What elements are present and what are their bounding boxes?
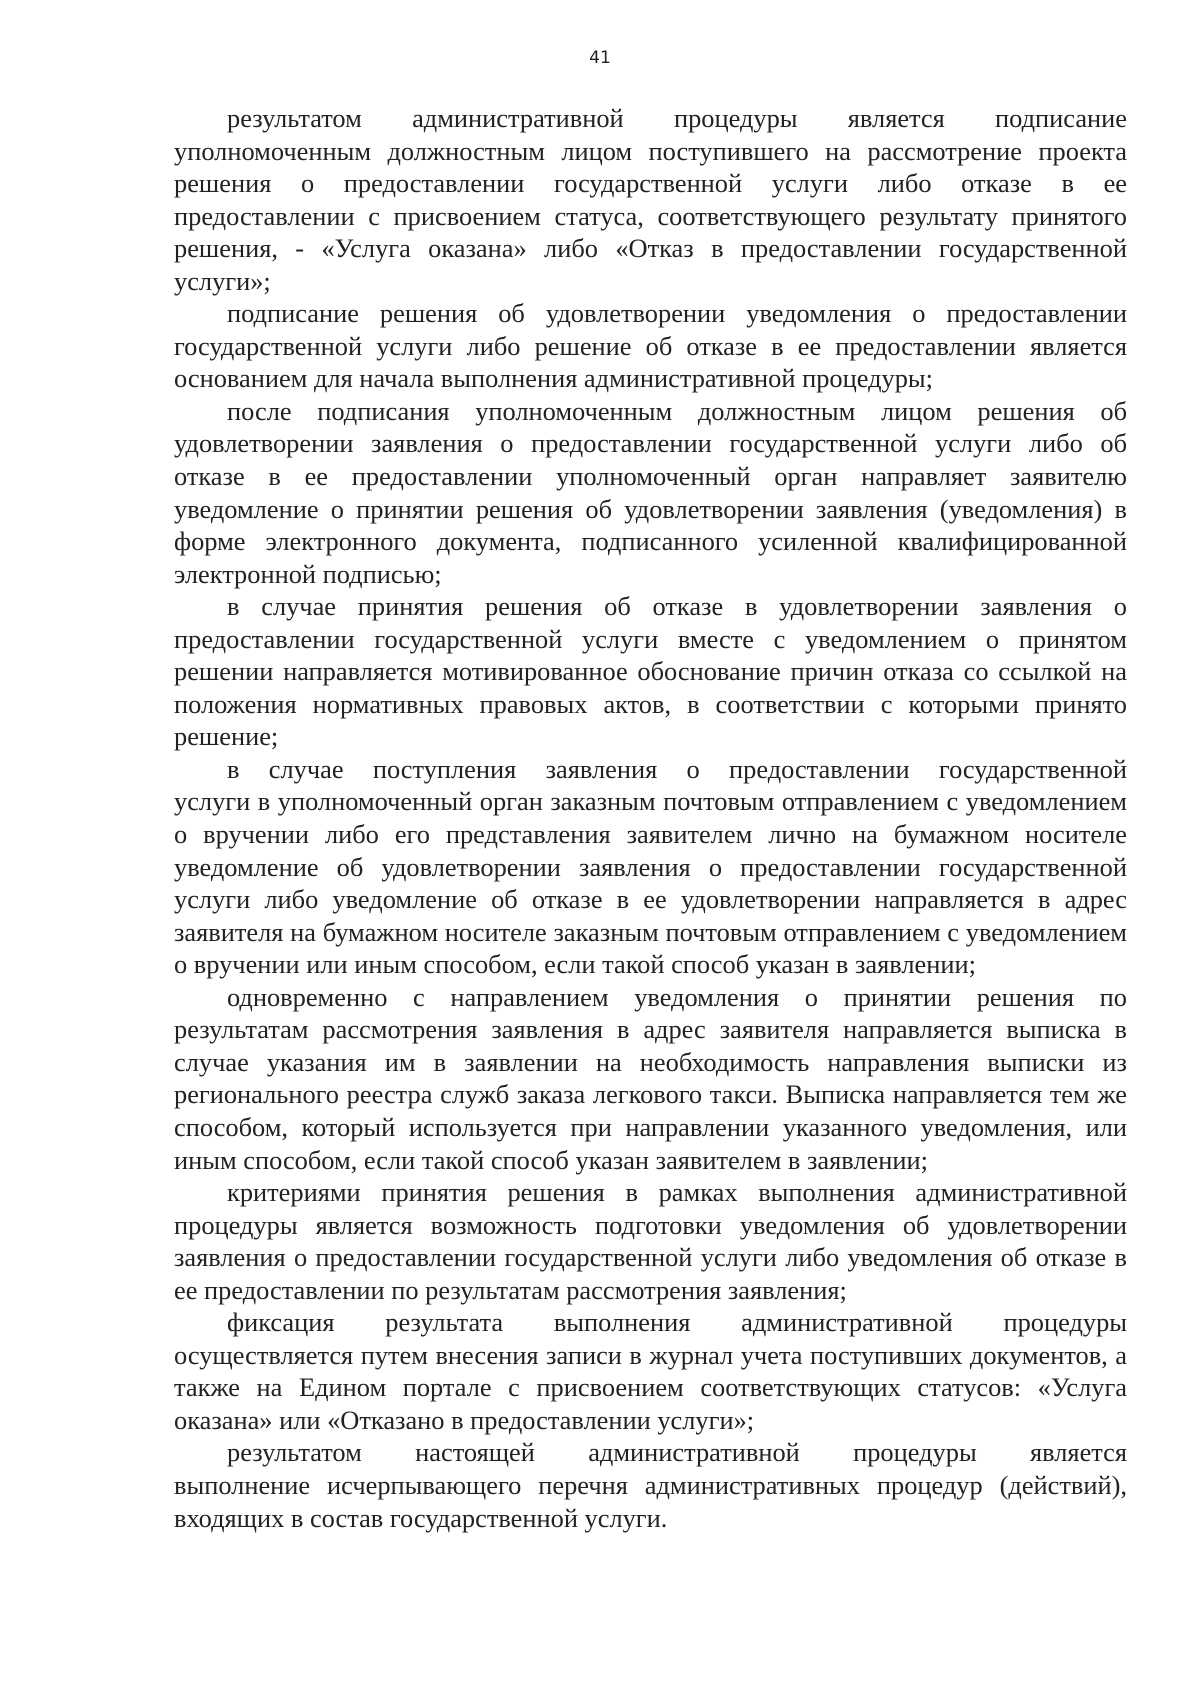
paragraph-5-text: услуги в уполномоченный орган заказным почтовым отправлением с уведомлением о вручении либо его представления заявителем лично на бумажном носителе уведомление об удовлетворении заявления о предоставлении государственной услуги либо уведомление об отказе в ее удовлетворении направляется в адрес заявителя на бумажном носителе заказным почтовым отправлением с уведомлением о вручении или иным способом, если такой способ указан в заявлении;	[174, 786, 1127, 980]
paragraph-4-text: предоставлении государственной услуги вместе с уведомлением о принятом решении направляется мотивированное обоснование причин отказа со ссылкой на положения нормативных правовых актов, в соответствии с которыми принято решение;	[174, 623, 1127, 752]
paragraph-1-text: уполномоченным должностным лицом поступившего на рассмотрение проекта решения о предоставлении государственной услуги либо отказе в ее предоставлении с присвоением статуса, соответствующего результату принятого решения, - «Услуга оказана» либо «Отказ в предоставлении государственной услуги»;	[174, 135, 1127, 296]
paragraph-5-first-line: в случае поступления заявления о предоставлении государственной	[227, 753, 1127, 784]
paragraph-7-first-line: критериями принятия решения в рамках выполнения административной	[227, 1177, 1127, 1208]
paragraph-7	[174, 1176, 1127, 1306]
paragraph-2	[174, 297, 1127, 395]
paragraph-6-first-line: одновременно с направлением уведомления о принятии решения по	[227, 981, 1127, 1012]
paragraph-3	[174, 395, 1127, 590]
paragraph-8-text: осуществляется путем внесения записи в журнал учета поступивших документов, а также на Едином портале с присвоением соответствующих статусов: «Услуга оказана» или «Отказано в предоставлении услуги»;	[174, 1339, 1127, 1435]
paragraph-5	[174, 753, 1127, 981]
paragraph-9-text: выполнение исчерпывающего перечня административных процедур (действий), входящих в состав государственной услуги.	[174, 1469, 1127, 1533]
paragraph-3-text: удовлетворении заявления о предоставлении государственной услуги либо об отказе в ее предоставлении уполномоченный орган направляет заявителю уведомление о принятии решения об удовлетворении заявления (уведомления) в форме электронного документа, подписанного усиленной квалифицированной электронной подписью;	[174, 428, 1127, 589]
paragraph-7-text: процедуры является возможность подготовки уведомления об удовлетворении заявления о предоставлении государственной услуги либо уведомления об отказе в ее предоставлении по результатам рассмотрения заявления;	[174, 1209, 1127, 1305]
paragraph-8-first-line: фиксация результата выполнения административной процедуры	[227, 1307, 1127, 1338]
paragraph-9	[174, 1436, 1127, 1534]
paragraph-3-first-line: после подписания уполномоченным должностным лицом решения об	[227, 395, 1127, 426]
paragraph-4-first-line: в случае принятия решения об отказе в удовлетворении заявления о	[227, 591, 1127, 622]
paragraph-6	[174, 981, 1127, 1176]
document-body	[174, 102, 1127, 1534]
paragraph-2-first-line: подписание решения об удовлетворении уведомления о предоставлении	[227, 298, 1127, 329]
paragraph-1-first-line: результатом административной процедуры является подписание	[227, 103, 1127, 133]
paragraph-8	[174, 1306, 1127, 1436]
paragraph-1	[174, 102, 1127, 297]
page-number: 41	[589, 48, 611, 68]
paragraph-4	[174, 590, 1127, 753]
paragraph-9-first-line: результатом настоящей административной процедуры является	[227, 1437, 1127, 1468]
paragraph-6-text: результатам рассмотрения заявления в адрес заявителя направляется выписка в случае указания им в заявлении на необходимость направления выписки из регионального реестра служб заказа легкового такси. Выписка направляется тем же способом, который используется при направлении указанного уведомления, или иным способом, если такой способ указан заявителем в заявлении;	[174, 1014, 1127, 1175]
paragraph-2-text: государственной услуги либо решение об отказе в ее предоставлении является основанием для начала выполнения административной процедуры;	[174, 330, 1127, 394]
